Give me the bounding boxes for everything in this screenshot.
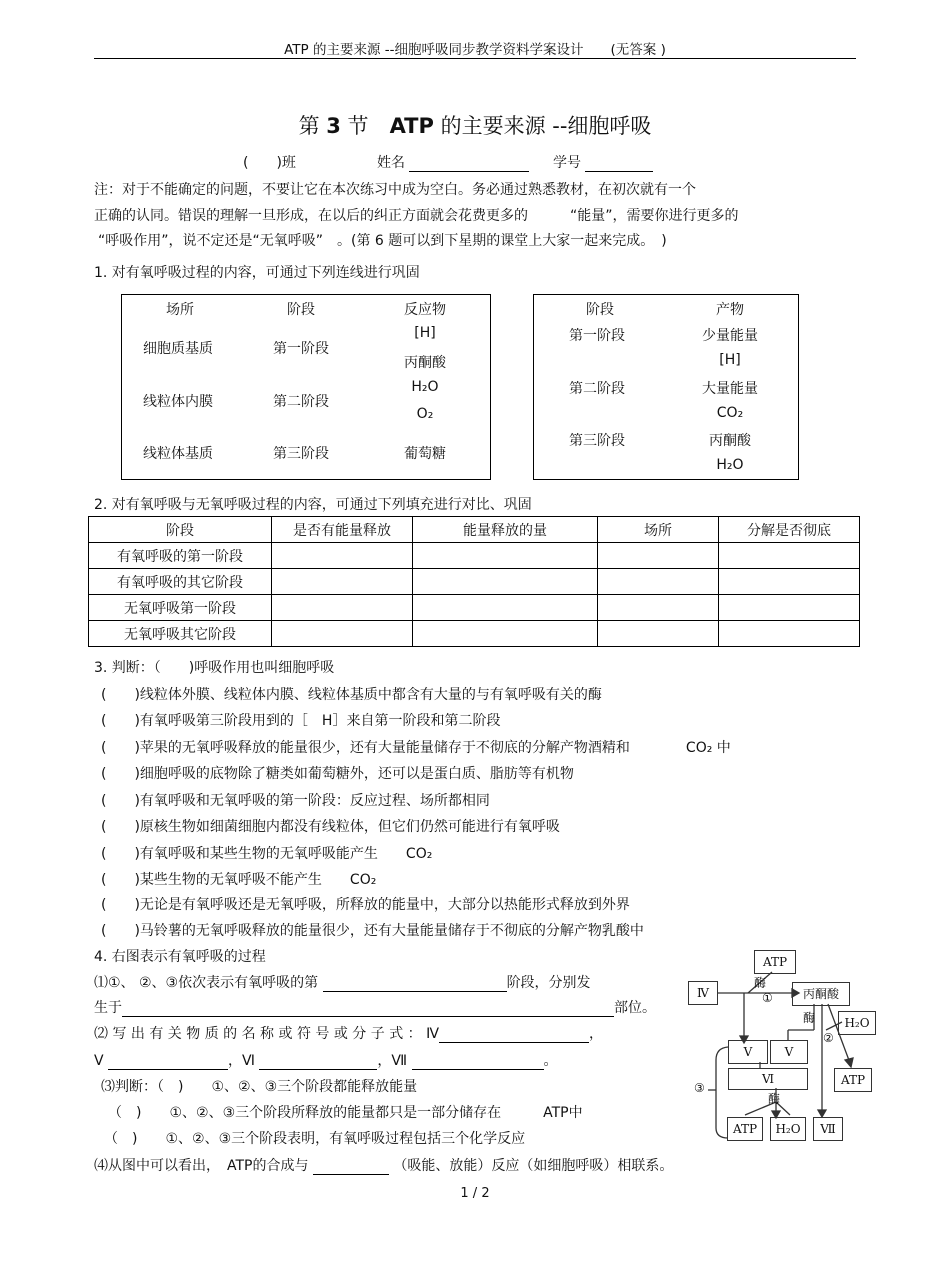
q1-reactant: [H] [414, 325, 436, 341]
table-row [89, 543, 860, 569]
table-header: 场所 [598, 517, 719, 543]
step-2-label: ② [823, 1031, 834, 1045]
v-box-1: Ⅴ [728, 1040, 768, 1064]
title-atp: ATP [389, 114, 434, 138]
step-3-label: ③ [694, 1081, 705, 1095]
q1-header-reactant: 反应物 [404, 302, 446, 318]
q3-item[interactable]: ( )线粒体外膜、线粒体内膜、线粒体基质中都含有大量的与有氧呼吸有关的酶 [101, 687, 602, 703]
stage-blank[interactable] [323, 976, 507, 992]
table-header: 能量释放的量 [413, 517, 598, 543]
vii-box: Ⅶ [813, 1117, 843, 1141]
q3-item[interactable]: ( )某些生物的无氧呼吸不能产生 CO₂ [101, 872, 377, 888]
page-header: ATP 的主要来源 --细胞呼吸同步教学资料学案设计 (无答案 ) [284, 42, 666, 58]
table-row [89, 595, 860, 621]
q1-right-header-stage: 阶段 [586, 302, 614, 318]
q1-reactant: 葡萄糖 [404, 446, 446, 462]
q1-stage: 第一阶段 [273, 341, 329, 357]
fill-cell[interactable] [598, 621, 719, 647]
table-row [89, 621, 860, 647]
q1-title: 1. 对有氧呼吸过程的内容，可通过下列连线进行巩固 [94, 265, 420, 281]
q1-product: 大量能量 [702, 381, 758, 397]
fill-cell[interactable] [413, 543, 598, 569]
q4-s3[interactable]: ⑶判断：（ ) ①、②、③三个阶段都能释放能量 [101, 1079, 418, 1095]
note-line-3: “呼吸作用”，说不定还是“无氧呼吸” 。(第 6 题可以到下星期的课堂上大家一起来完成。 ) [98, 233, 667, 249]
q3-item[interactable]: ( )有氧呼吸第三阶段用到的［ H］来自第一阶段和第二阶段 [101, 713, 501, 729]
h2o-box-top: H₂O [838, 1011, 876, 1035]
fill-cell[interactable] [598, 543, 719, 569]
iv-box: Ⅳ [688, 981, 718, 1005]
table-header: 分解是否彻底 [719, 517, 860, 543]
enzyme-label-2: 酶 [803, 1011, 816, 1025]
q3-item[interactable]: ( )马铃薯的无氧呼吸释放的能量很少，还有大量能量储存于不彻底的分解产物乳酸中 [101, 923, 644, 939]
enzyme-label-1: 酶 [754, 976, 767, 990]
v-blank[interactable] [108, 1054, 228, 1070]
q3-title: 3. 判断：（ )呼吸作用也叫细胞呼吸 [94, 660, 335, 676]
vi-blank[interactable] [259, 1054, 377, 1070]
title-num: 3 [326, 114, 341, 138]
q4-title: 4. 右图表示有氧呼吸的过程 [94, 949, 266, 965]
note-line-2: 正确的认同。错误的理解一旦形成，在以后的纠正方面就会花费更多的 “能量”，需要你进行更多的 [94, 208, 739, 224]
step-1-label: ① [762, 991, 773, 1005]
vii-blank[interactable] [412, 1054, 544, 1070]
q1-place: 线粒体基质 [143, 446, 213, 462]
q2-table [88, 516, 860, 647]
q4-s4: ⑷从图中可以看出， ATP的合成与 （吸能、放能）反应（如细胞呼吸）相联系。 [94, 1158, 674, 1174]
fill-cell[interactable] [272, 569, 413, 595]
fill-cell[interactable] [598, 569, 719, 595]
q3-item[interactable]: ( )有氧呼吸和某些生物的无氧呼吸能产生 CO₂ [101, 846, 433, 862]
table-header: 是否有能量释放 [272, 517, 413, 543]
atp-box-right: ATP [834, 1068, 872, 1092]
note-line-1: 注：对于不能确定的问题，不要让它在本次练习中成为空白。务必通过熟悉教材，在初次就有一个 [94, 182, 696, 198]
fill-cell[interactable] [272, 595, 413, 621]
fill-cell[interactable] [272, 621, 413, 647]
fill-cell[interactable] [413, 621, 598, 647]
iv-blank[interactable] [439, 1027, 589, 1043]
q1-place: 细胞质基质 [143, 341, 213, 357]
q3-item[interactable]: ( )苹果的无氧呼吸释放的能量很少，还有大量能量储存于不彻底的分解产物酒精和 CO₂ 中 [101, 740, 731, 756]
table-header: 阶段 [89, 517, 272, 543]
q3-item[interactable]: ( )细胞呼吸的底物除了糖类如葡萄糖外，还可以是蛋白质、脂肪等有机物 [101, 766, 574, 782]
q1-product: CO₂ [716, 405, 744, 421]
q1-right-stage: 第三阶段 [569, 433, 625, 449]
fill-cell[interactable] [598, 595, 719, 621]
pyruvate-box: 丙酮酸 [792, 982, 850, 1006]
location-blank[interactable] [122, 1001, 614, 1017]
atp-box-top: ATP [754, 950, 796, 974]
q4-s1: ⑴①、 ②、③依次表示有氧呼吸的第 阶段，分别发 [94, 975, 591, 991]
student-class: ( )班 [243, 155, 296, 171]
student-id-label: 学号 [553, 152, 653, 172]
q4-s1-line2: 生于 部位。 [94, 1000, 656, 1016]
q1-header-place: 场所 [166, 302, 194, 318]
q1-right-header-product: 产物 [716, 302, 744, 318]
fill-cell[interactable] [719, 569, 860, 595]
q1-stage: 第二阶段 [273, 394, 329, 410]
q1-place: 线粒体内膜 [143, 394, 213, 410]
q3-item[interactable]: ( )无论是有氧呼吸还是无氧呼吸，所释放的能量中，大部分以热能形式释放到外界 [101, 897, 630, 913]
fill-cell[interactable] [413, 569, 598, 595]
q1-stage: 第三阶段 [273, 446, 329, 462]
q1-right-stage: 第二阶段 [569, 381, 625, 397]
enzyme-label-3: 酶 [768, 1092, 781, 1106]
q3-item[interactable]: ( )有氧呼吸和无氧呼吸的第一阶段：反应过程、场所都相同 [101, 793, 490, 809]
row-label: 无氧呼吸其它阶段 [89, 621, 272, 647]
q4-s3c[interactable]: （ ) ①、②、③三个阶段表明，有氧呼吸过程包括三个化学反应 [104, 1131, 526, 1147]
q2-title: 2. 对有氧呼吸与无氧呼吸过程的内容，可通过下列填充进行对比、巩固 [94, 497, 532, 513]
title-post: 的主要来源 --细胞呼吸 [433, 114, 652, 138]
q1-reactant: H₂O [411, 379, 439, 395]
table-header-row [89, 517, 860, 543]
title-mid: 节 [340, 114, 390, 138]
header-rule [94, 58, 856, 59]
fill-cell[interactable] [272, 543, 413, 569]
q4-s3b[interactable]: （ ) ①、②、③三个阶段所释放的能量都只是一部分储存在 ATP中 [108, 1105, 583, 1121]
row-label: 有氧呼吸的其它阶段 [89, 569, 272, 595]
q1-reactant: O₂ [416, 406, 434, 422]
row-label: 有氧呼吸的第一阶段 [89, 543, 272, 569]
fill-cell[interactable] [719, 621, 860, 647]
fill-cell[interactable] [719, 595, 860, 621]
energy-blank[interactable] [313, 1159, 389, 1175]
q1-product: 丙酮酸 [709, 433, 751, 449]
vi-box: Ⅵ [728, 1068, 808, 1090]
student-name-label: 姓名 [377, 152, 529, 172]
v-box-2: Ⅴ [770, 1040, 808, 1064]
page-title [0, 110, 950, 140]
q1-product: 少量能量 [702, 328, 758, 344]
q1-product: [H] [719, 352, 741, 368]
fill-cell[interactable] [413, 595, 598, 621]
q4-s2-line2: Ⅴ ，Ⅵ ，Ⅶ 。 [94, 1053, 558, 1069]
table-row [89, 569, 860, 595]
page-number: 1 / 2 [460, 1186, 490, 1201]
row-label: 无氧呼吸第一阶段 [89, 595, 272, 621]
atp-box-bottom: ATP [727, 1117, 763, 1141]
fill-cell[interactable] [719, 543, 860, 569]
title-pre: 第 [298, 114, 327, 138]
q1-product: H₂O [716, 457, 744, 473]
q1-right-stage: 第一阶段 [569, 328, 625, 344]
q1-reactant: 丙酮酸 [404, 355, 446, 371]
name-blank[interactable] [409, 156, 529, 172]
q4-s2: ⑵ 写 出 有 关 物 质 的 名 称 或 符 号 或 分 子 式 ： Ⅳ ， [94, 1026, 604, 1042]
h2o-box-bottom: H₂O [770, 1117, 806, 1141]
id-blank[interactable] [585, 156, 653, 172]
q3-item[interactable]: ( )原核生物如细菌细胞内都没有线粒体，但它们仍然可能进行有氧呼吸 [101, 819, 560, 835]
q1-header-stage: 阶段 [287, 302, 315, 318]
